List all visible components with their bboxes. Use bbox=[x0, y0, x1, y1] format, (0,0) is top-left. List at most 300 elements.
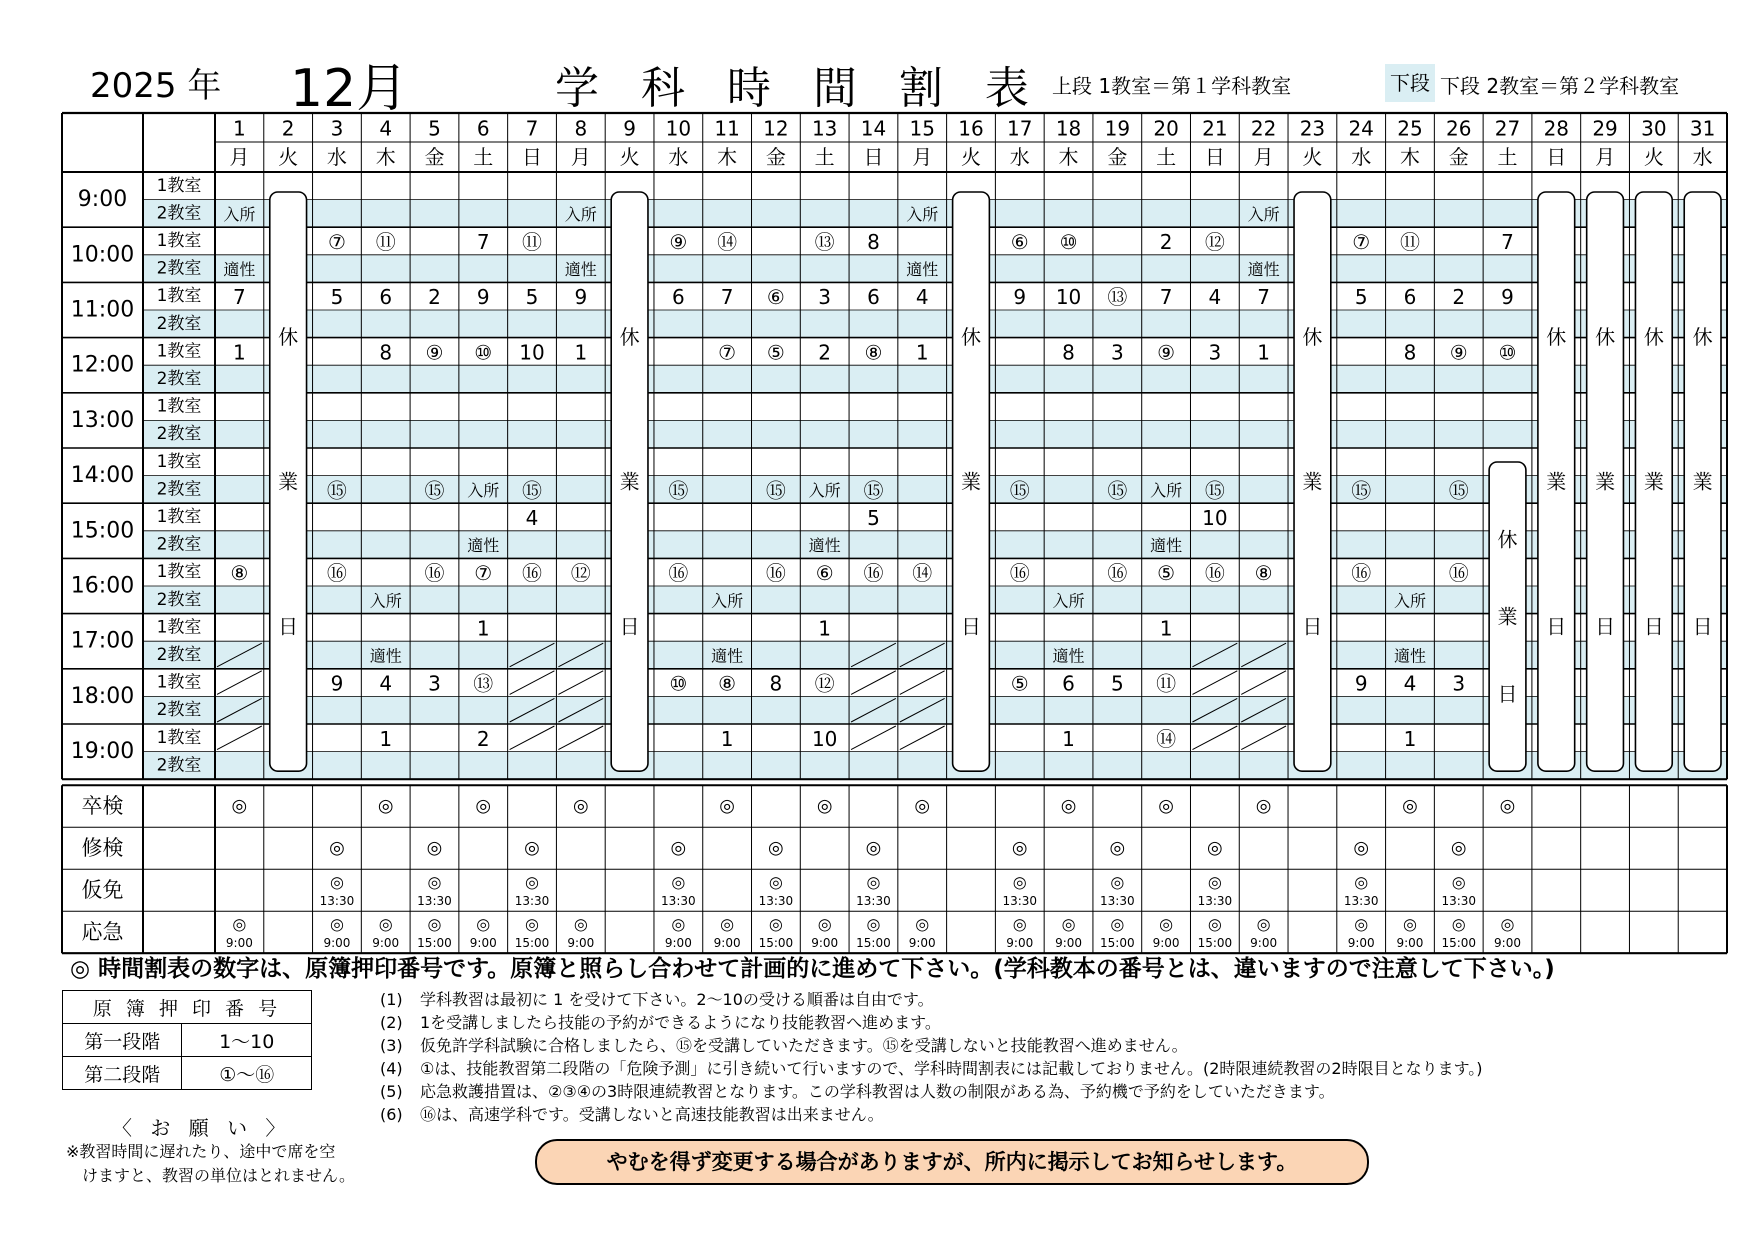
slot-entry: ⑯ bbox=[1107, 561, 1128, 586]
hatch-mark bbox=[900, 671, 945, 695]
exam-mark: ◎ bbox=[1207, 837, 1223, 859]
room2-label: 2教室 bbox=[156, 645, 202, 665]
exam-mark: ◎ bbox=[1061, 914, 1076, 934]
slot-entry: 1 bbox=[720, 726, 734, 751]
slot-entry: ⑯ bbox=[668, 561, 689, 586]
slot-entry: ⑩ bbox=[669, 671, 688, 696]
slot-entry: 2 bbox=[818, 340, 832, 365]
closed-day-char: 業 bbox=[1546, 469, 1567, 494]
slot-entry: 適性 bbox=[1052, 646, 1085, 666]
slot-entry: 1 bbox=[915, 340, 929, 365]
exam-mark: ◎ bbox=[1207, 872, 1222, 892]
weekday-label: 火 bbox=[1643, 145, 1664, 169]
room2-row-shade bbox=[143, 310, 1727, 338]
note-item bbox=[380, 1034, 1483, 1057]
exam-mark: ◎ bbox=[1256, 914, 1271, 934]
hatch-mark bbox=[1241, 671, 1286, 695]
slot-entry: 適性 bbox=[564, 260, 597, 280]
slot-entry: 1 bbox=[1403, 726, 1417, 751]
slot-entry: 9 bbox=[574, 285, 588, 310]
slot-entry: ⑦ bbox=[327, 230, 346, 254]
weekday-label: 水 bbox=[326, 145, 347, 169]
slot-entry: 8 bbox=[1403, 340, 1417, 365]
hatch-mark bbox=[217, 671, 262, 695]
exam-time: 13:30 bbox=[1441, 894, 1477, 909]
hatch-mark bbox=[1192, 726, 1237, 750]
exam-mark: ◎ bbox=[1451, 914, 1466, 934]
request-body bbox=[66, 1140, 355, 1188]
weekday-label: 水 bbox=[1351, 145, 1372, 169]
slot-entry: 9 bbox=[330, 671, 344, 696]
closed-day-char: 業 bbox=[1692, 469, 1713, 494]
closed-day-char: 日 bbox=[1692, 614, 1713, 639]
slot-entry: ⑦ bbox=[718, 340, 737, 365]
exam-mark: ◎ bbox=[866, 872, 881, 892]
exam-time: 13:30 bbox=[319, 894, 355, 909]
exam-mark: ◎ bbox=[426, 837, 443, 859]
slot-entry: ⑮ bbox=[326, 478, 347, 503]
exam-mark: ◎ bbox=[1110, 914, 1125, 934]
room1-label: 1教室 bbox=[156, 175, 202, 196]
slot-entry: ⑯ bbox=[1204, 561, 1225, 586]
slot-entry: 8 bbox=[1062, 340, 1075, 365]
exam-mark: ◎ bbox=[866, 914, 881, 934]
room1-label: 1教室 bbox=[156, 617, 202, 638]
slot-entry: ⑪ bbox=[1399, 230, 1420, 254]
exam-mark: ◎ bbox=[1207, 914, 1222, 934]
exam-row-label: 仮免 bbox=[81, 878, 124, 903]
slot-entry: 1 bbox=[1257, 340, 1271, 365]
day-number: 14 bbox=[860, 116, 887, 141]
closed-day-char: 業 bbox=[1302, 469, 1323, 494]
slot-entry: 4 bbox=[915, 285, 929, 310]
slot-entry: 4 bbox=[1208, 285, 1222, 310]
note-text: ①は、技能教習第二段階の「危険予測」に引き続いて行いますので、学科時間割表には記載しておりません。(2時限連続教習の2時限目となります。) bbox=[420, 1059, 1483, 1078]
slot-entry: 1 bbox=[574, 340, 588, 365]
time-label: 11:00 bbox=[70, 297, 135, 323]
exam-time: 9:00 bbox=[225, 936, 253, 951]
exam-mark: ◎ bbox=[1499, 795, 1516, 817]
slot-entry: ⑮ bbox=[1351, 478, 1372, 503]
weekday-label: 木 bbox=[375, 145, 396, 169]
note-text: 学科教習は最初に 1 を受けて下さい。2～10の受ける順番は自由です。 bbox=[420, 990, 934, 1009]
slot-entry: 入所 bbox=[906, 204, 939, 224]
room2-label: 2教室 bbox=[156, 700, 202, 721]
exam-mark: ◎ bbox=[914, 795, 931, 817]
exam-mark: ◎ bbox=[377, 795, 394, 817]
slot-entry: ⑩ bbox=[1059, 230, 1078, 254]
slot-entry: 入所 bbox=[1052, 591, 1085, 611]
day-number: 17 bbox=[1007, 116, 1033, 141]
time-label: 17:00 bbox=[70, 628, 135, 654]
stamp-table-title: 原 簿 押 印 番 号 bbox=[63, 991, 312, 1024]
weekday-label: 火 bbox=[961, 145, 981, 169]
exam-mark: ◎ bbox=[768, 837, 784, 859]
exam-time: 9:00 bbox=[372, 936, 400, 951]
room1-label: 1教室 bbox=[156, 451, 202, 472]
room2-label: 2教室 bbox=[156, 203, 202, 224]
slot-entry: 2 bbox=[476, 726, 490, 751]
exam-time: 15:00 bbox=[758, 936, 794, 951]
room2-label: 2教室 bbox=[156, 479, 202, 500]
weekday-label: 火 bbox=[278, 145, 299, 169]
stage-label: 第一段階 bbox=[63, 1024, 182, 1057]
slot-entry: ⑯ bbox=[1448, 561, 1469, 586]
slot-entry: ⑩ bbox=[474, 340, 493, 365]
weekday-label: 火 bbox=[1302, 145, 1323, 169]
day-number: 7 bbox=[525, 116, 539, 141]
exam-time: 13:30 bbox=[856, 894, 891, 909]
slot-entry: 7 bbox=[233, 285, 246, 310]
room2-label: 2教室 bbox=[156, 424, 202, 445]
slot-entry: ⑯ bbox=[326, 561, 347, 586]
slot-entry: ⑧ bbox=[230, 561, 249, 586]
stage-label: 第二段階 bbox=[63, 1057, 182, 1090]
exam-time: 15:00 bbox=[1197, 936, 1233, 951]
closed-day-char: 日 bbox=[619, 614, 640, 639]
room1-label: 1教室 bbox=[156, 727, 202, 748]
slot-entry: 入所 bbox=[1247, 204, 1280, 224]
slot-entry: 適性 bbox=[369, 646, 402, 666]
day-number: 24 bbox=[1348, 116, 1374, 141]
slot-entry: 6 bbox=[1062, 671, 1075, 696]
exam-time: 13:30 bbox=[1197, 894, 1233, 909]
exam-time: 9:00 bbox=[469, 936, 497, 951]
change-notice-banner: やむを得ず変更する場合がありますが、所内に掲示してお知らせします。 bbox=[535, 1139, 1369, 1185]
slot-entry: ⑬ bbox=[814, 230, 835, 254]
slot-entry: 10 bbox=[1055, 285, 1082, 310]
exam-mark: ◎ bbox=[524, 837, 540, 859]
room2-label: 2教室 bbox=[156, 589, 202, 610]
exam-mark: ◎ bbox=[1110, 872, 1125, 892]
closed-day-char: 休 bbox=[1595, 324, 1616, 349]
weekday-label: 金 bbox=[1448, 145, 1469, 169]
weekday-label: 月 bbox=[229, 145, 250, 169]
slot-entry: 9 bbox=[1354, 671, 1368, 696]
weekday-label: 木 bbox=[1058, 145, 1079, 169]
slot-entry: 5 bbox=[867, 506, 880, 530]
slot-entry: 7 bbox=[1159, 285, 1173, 310]
exam-mark: ◎ bbox=[427, 872, 442, 892]
slot-entry: ⑨ bbox=[1157, 340, 1176, 365]
exam-mark: ◎ bbox=[232, 914, 247, 934]
closed-day-char: 日 bbox=[1302, 614, 1323, 639]
slot-entry: 入所 bbox=[369, 591, 402, 611]
exam-time: 15:00 bbox=[1100, 936, 1135, 951]
exam-mark: ◎ bbox=[915, 914, 930, 934]
slot-entry: ⑯ bbox=[765, 561, 786, 586]
slot-entry: ⑮ bbox=[1107, 478, 1128, 503]
page-title: 学 科 時 間 割 表 bbox=[555, 63, 1043, 114]
slot-entry: 適性 bbox=[1150, 536, 1183, 556]
day-number: 28 bbox=[1543, 116, 1570, 141]
day-number: 19 bbox=[1104, 116, 1131, 141]
slot-entry: ⑮ bbox=[1448, 478, 1469, 503]
slot-entry: ⑧ bbox=[718, 671, 737, 696]
exam-mark: ◎ bbox=[475, 795, 492, 817]
slot-entry: 2 bbox=[1159, 230, 1173, 254]
slot-entry: 4 bbox=[525, 506, 539, 530]
hatch-mark bbox=[510, 726, 555, 750]
slot-entry: 9 bbox=[1013, 285, 1027, 310]
weekday-label: 水 bbox=[1009, 145, 1030, 169]
slot-entry: 8 bbox=[769, 671, 783, 696]
day-number: 16 bbox=[958, 116, 984, 141]
note-item bbox=[380, 1057, 1483, 1080]
notes-list bbox=[380, 988, 1483, 1126]
slot-entry: 2 bbox=[428, 285, 441, 310]
slot-entry: 6 bbox=[1403, 285, 1417, 310]
slot-entry: ⑭ bbox=[912, 561, 933, 586]
exam-mark: ◎ bbox=[1402, 795, 1418, 817]
slot-entry: 7 bbox=[1257, 285, 1271, 310]
exam-mark: ◎ bbox=[329, 837, 345, 859]
weekday-label: 日 bbox=[1546, 145, 1567, 169]
weekday-label: 月 bbox=[912, 145, 933, 169]
weekday-label: 水 bbox=[1692, 145, 1713, 169]
slot-entry: 6 bbox=[867, 285, 880, 310]
exam-mark: ◎ bbox=[1159, 914, 1174, 934]
slot-entry: ⑥ bbox=[1010, 230, 1029, 254]
exam-time: 9:00 bbox=[1006, 936, 1034, 951]
hatch-mark bbox=[558, 726, 603, 750]
exam-mark: ◎ bbox=[671, 872, 686, 892]
weekday-label: 金 bbox=[1107, 145, 1128, 169]
exam-time: 9:00 bbox=[1055, 936, 1083, 951]
note-number: (3) bbox=[380, 1036, 403, 1055]
slot-entry: 9 bbox=[1501, 285, 1514, 310]
day-number: 9 bbox=[623, 116, 636, 141]
exam-row-label: 応急 bbox=[81, 920, 124, 945]
slot-entry: 6 bbox=[379, 285, 393, 310]
slot-entry: 1 bbox=[1159, 616, 1173, 641]
exam-time: 9:00 bbox=[664, 936, 692, 951]
note-item bbox=[380, 1103, 1483, 1126]
exam-mark: ◎ bbox=[817, 914, 832, 934]
weekday-label: 水 bbox=[668, 145, 689, 169]
day-number: 18 bbox=[1055, 116, 1082, 141]
note-item bbox=[380, 1080, 1483, 1103]
slot-entry: ⑫ bbox=[570, 561, 591, 586]
slot-entry: 適性 bbox=[808, 536, 841, 556]
exam-mark: ◎ bbox=[1402, 914, 1417, 934]
slot-entry: 3 bbox=[1208, 340, 1222, 365]
legend-upper: 上段 1教室＝第１学科教室 bbox=[1052, 74, 1292, 98]
slot-entry: ⑤ bbox=[766, 340, 785, 365]
exam-time: 13:30 bbox=[1002, 894, 1038, 909]
weekday-label: 日 bbox=[1204, 145, 1225, 169]
weekday-label: 木 bbox=[1399, 145, 1420, 169]
slot-entry: 入所 bbox=[467, 480, 500, 500]
slot-entry: ⑮ bbox=[668, 478, 689, 503]
time-label: 18:00 bbox=[70, 683, 135, 709]
slot-entry: 8 bbox=[867, 230, 880, 254]
slot-entry: 3 bbox=[1110, 340, 1124, 365]
closed-day-char: 休 bbox=[1302, 324, 1323, 349]
legend-lower-tag: 下段 bbox=[1385, 64, 1435, 102]
day-number: 26 bbox=[1446, 116, 1472, 141]
day-number: 5 bbox=[428, 116, 441, 141]
closed-day-char: 休 bbox=[278, 324, 299, 349]
hatch-mark bbox=[1241, 726, 1286, 750]
closed-day-char: 休 bbox=[1692, 324, 1713, 349]
slot-entry: 適性 bbox=[1247, 260, 1280, 280]
slot-entry: 5 bbox=[525, 285, 539, 310]
time-label: 10:00 bbox=[70, 242, 135, 268]
weekday-label: 月 bbox=[1253, 145, 1274, 169]
closed-day-char: 業 bbox=[1497, 604, 1518, 629]
exam-mark: ◎ bbox=[1109, 837, 1126, 859]
weekday-label: 金 bbox=[765, 145, 786, 169]
weekday-label: 月 bbox=[1595, 145, 1616, 169]
closed-day-char: 日 bbox=[1595, 614, 1616, 639]
closed-day-char: 日 bbox=[961, 614, 981, 639]
slot-entry: 3 bbox=[1452, 671, 1466, 696]
slot-entry: 9 bbox=[476, 285, 490, 310]
exam-mark: ◎ bbox=[427, 914, 442, 934]
weekday-label: 月 bbox=[570, 145, 591, 169]
slot-entry: ⑦ bbox=[1352, 230, 1371, 254]
room2-row-shade bbox=[143, 365, 1727, 393]
note-text: ⑯は、高速学科です。受講しないと高速技能教習は出来ません。 bbox=[420, 1105, 884, 1124]
exam-time: 9:00 bbox=[323, 936, 351, 951]
closed-day-char: 業 bbox=[1595, 469, 1616, 494]
room1-label: 1教室 bbox=[156, 672, 202, 693]
year-label: 2025 年 bbox=[90, 66, 222, 106]
room2-label: 2教室 bbox=[156, 755, 202, 776]
slot-entry: 適性 bbox=[467, 536, 500, 556]
exam-mark: ◎ bbox=[525, 914, 540, 934]
slot-entry: 1 bbox=[233, 340, 246, 365]
stamp-number-table bbox=[62, 990, 312, 1090]
exam-time: 13:30 bbox=[758, 894, 794, 909]
weekday-label: 土 bbox=[1497, 145, 1518, 169]
room1-label: 1教室 bbox=[156, 562, 202, 583]
slot-entry: 1 bbox=[818, 616, 832, 641]
slot-entry: ⑮ bbox=[522, 478, 543, 503]
slot-entry: ⑯ bbox=[424, 561, 445, 586]
slot-entry: ⑭ bbox=[717, 230, 738, 254]
exam-time: 15:00 bbox=[856, 936, 891, 951]
day-number: 8 bbox=[574, 116, 588, 141]
slot-entry: ⑯ bbox=[863, 561, 884, 586]
exam-time: 9:00 bbox=[1396, 936, 1424, 951]
day-number: 1 bbox=[233, 116, 246, 141]
exam-time: 9:00 bbox=[1347, 936, 1375, 951]
exam-mark: ◎ bbox=[1450, 837, 1467, 859]
room1-label: 1教室 bbox=[156, 341, 202, 362]
day-number: 2 bbox=[281, 116, 295, 141]
day-number: 12 bbox=[763, 116, 789, 141]
slot-entry: 5 bbox=[330, 285, 344, 310]
closed-day-char: 業 bbox=[961, 469, 981, 494]
slot-entry: ⑧ bbox=[1254, 561, 1273, 586]
day-number: 11 bbox=[714, 116, 740, 141]
slot-entry: 適性 bbox=[1393, 646, 1426, 666]
exam-mark: ◎ bbox=[670, 837, 687, 859]
exam-mark: ◎ bbox=[329, 914, 344, 934]
day-number: 29 bbox=[1592, 116, 1618, 141]
closed-day-char: 日 bbox=[1546, 614, 1567, 639]
day-number: 3 bbox=[330, 116, 344, 141]
closed-day-char: 業 bbox=[1643, 469, 1664, 494]
slot-entry: ⑮ bbox=[863, 478, 884, 503]
closed-day-char: 日 bbox=[278, 614, 299, 639]
slot-entry: 8 bbox=[379, 340, 393, 365]
slot-entry: 入所 bbox=[1393, 591, 1426, 611]
time-label: 14:00 bbox=[70, 463, 135, 489]
slot-entry: 入所 bbox=[1150, 480, 1183, 500]
slot-entry: ⑮ bbox=[1009, 478, 1030, 503]
day-number: 27 bbox=[1494, 116, 1521, 141]
slot-entry: 2 bbox=[1452, 285, 1466, 310]
exam-time: 15:00 bbox=[1441, 936, 1477, 951]
stage-range: ①～⑯ bbox=[182, 1057, 312, 1090]
day-number: 13 bbox=[811, 116, 838, 141]
exam-time: 13:30 bbox=[661, 894, 696, 909]
exam-mark: ◎ bbox=[671, 914, 686, 934]
closed-day-char: 休 bbox=[619, 324, 640, 349]
slot-entry: ⑬ bbox=[473, 671, 494, 696]
exam-time: 9:00 bbox=[1494, 936, 1521, 951]
exam-mark: ◎ bbox=[1255, 795, 1272, 817]
exam-mark: ◎ bbox=[816, 795, 833, 817]
exam-mark: ◎ bbox=[1500, 914, 1515, 934]
closed-day-char: 業 bbox=[278, 469, 299, 494]
exam-mark: ◎ bbox=[1354, 872, 1369, 892]
exam-mark: ◎ bbox=[865, 837, 882, 859]
exam-time: 13:30 bbox=[1343, 894, 1379, 909]
slot-entry: ⑥ bbox=[815, 561, 834, 586]
closed-day-char: 休 bbox=[961, 324, 981, 349]
note-item bbox=[380, 988, 1483, 1011]
slot-entry: 7 bbox=[476, 230, 490, 254]
slot-entry: 入所 bbox=[223, 204, 256, 224]
weekday-label: 日 bbox=[863, 145, 884, 169]
exam-time: 9:00 bbox=[1250, 936, 1278, 951]
exam-time: 9:00 bbox=[908, 936, 936, 951]
stage-range: 1～10 bbox=[182, 1024, 312, 1057]
slot-entry: ⑥ bbox=[766, 285, 785, 310]
slot-entry: ⑧ bbox=[864, 340, 883, 365]
exam-mark: ◎ bbox=[1011, 837, 1028, 859]
exam-time: 9:00 bbox=[811, 936, 839, 951]
time-label: 15:00 bbox=[70, 518, 135, 544]
room2-row-shade bbox=[143, 420, 1727, 448]
day-number: 4 bbox=[379, 116, 393, 141]
slot-entry: 3 bbox=[428, 671, 441, 696]
hatch-mark bbox=[851, 726, 896, 750]
closed-day-char: 休 bbox=[1546, 324, 1567, 349]
exam-mark: ◎ bbox=[573, 914, 588, 934]
slot-entry: 1 bbox=[476, 616, 490, 641]
time-label: 12:00 bbox=[70, 352, 135, 378]
room2-label: 2教室 bbox=[156, 369, 202, 389]
slot-entry: 適性 bbox=[223, 260, 256, 280]
day-number: 25 bbox=[1397, 116, 1423, 141]
slot-entry: 入所 bbox=[564, 204, 597, 224]
exam-mark: ◎ bbox=[1353, 837, 1370, 859]
slot-entry: 4 bbox=[379, 671, 393, 696]
note-item bbox=[380, 1011, 1483, 1034]
slot-entry: ⑬ bbox=[1107, 285, 1128, 310]
exam-row-label: 修検 bbox=[81, 836, 124, 861]
exam-mark: ◎ bbox=[378, 914, 393, 934]
note-number: (4) bbox=[380, 1059, 403, 1078]
exam-time: 15:00 bbox=[514, 936, 550, 951]
closed-day-char: 日 bbox=[1643, 614, 1664, 639]
exam-time: 9:00 bbox=[567, 936, 595, 951]
